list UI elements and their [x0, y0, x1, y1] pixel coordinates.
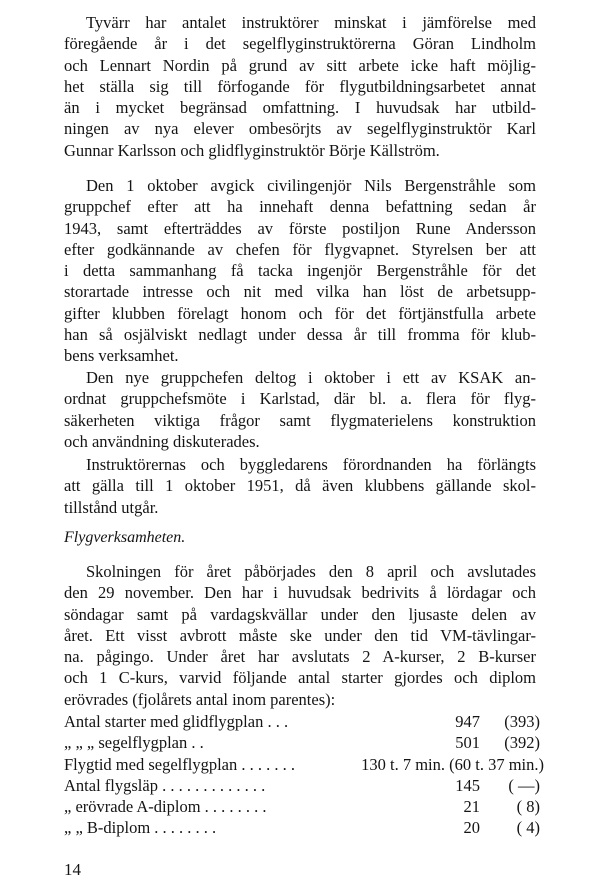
stats-value-flight-time [361, 755, 544, 775]
text-line: han så osjälviskt nedlagt under dessa år till fromma för klub- [64, 325, 536, 345]
text-line: att gälla till 1 oktober 1951, då även klubbens gällande skol- [64, 476, 536, 496]
text-line: Den 1 oktober avgick civilingenjör Nils Bergenstråhle som [86, 176, 536, 195]
text-line: bens verksamhet. [64, 346, 179, 366]
text-line: het ställa sig till förfogande för flygutbildningsarbetet annat [64, 76, 536, 96]
stats-label: „ „ B-diplom . . . . . . . . [64, 818, 217, 838]
stats-value: 145 [455, 775, 480, 795]
text-line: ningen av nya elever ombesörjts av segelflyginstruktör Karl [64, 119, 536, 139]
stats-label: Flygtid med segelflygplan . . . . . . . [64, 754, 295, 774]
stats-value: 501 [455, 733, 480, 753]
stats-previous: (60 t. 37 min.) [449, 754, 544, 774]
stats-previous: ( 8) [516, 797, 540, 817]
text-line: na. pågingo. Under året har avslutats 2 A-kurser, 2 B-kurser [64, 647, 536, 667]
text-line: storartade intresse och nit med vilka han löst de arbetsupp- [64, 282, 536, 302]
text-line: och 1 C-kurs, varvid följande antal starter gjordes och diplom [64, 668, 536, 688]
stats-row [64, 733, 544, 754]
text-line: föregående år i det segelflyginstruktörerna Göran Lindholm [64, 34, 536, 54]
text-line: ordnat gruppchefsmöte i Karlstad, där bl. a. flera för flyg- [64, 389, 536, 409]
stats-label: „ erövrade A-diplom . . . . . . . . [64, 797, 267, 817]
text-line: året. Ett visst avbrott måste ske under den tid VM-tävlingar- [64, 625, 536, 645]
stats-value: 947 [455, 712, 480, 731]
text-line: Den nye gruppchefen deltog i oktober i ett av KSAK an- [86, 368, 536, 387]
stats-row [64, 712, 544, 733]
text-line: den 29 november. Den har i huvudsak bedrivits å lördagar och [64, 583, 536, 603]
text-line: Tyvärr har antalet instruktörer minskat i jämförelse med [86, 13, 536, 32]
text-line: efter godkännande av chefen för flygvapnet. Styrelsen ber att [64, 239, 536, 259]
stats-value: 20 [463, 818, 480, 838]
text-line: och användning diskuterades. [64, 431, 260, 451]
stats-previous: (392) [504, 733, 540, 753]
stats-row [64, 776, 544, 797]
stats-previous: ( 4) [516, 818, 540, 838]
stats-value: 130 t. 7 min. [361, 754, 445, 774]
paragraph-meeting [64, 367, 536, 452]
text-line: erövrades (fjolårets antal inom parentes): [64, 689, 336, 709]
text-line: i detta sammanhang få tacka ingenjör Bergenstråhle för det [64, 261, 536, 281]
text-line: tillstånd utgår. [64, 497, 159, 517]
paragraph-instructors [64, 12, 536, 161]
text-line: Instruktörernas och byggledarens förordnanden ha förlängts [86, 455, 536, 474]
text-line: än i mycket begränsad omfattning. I huvudsak har utbild- [64, 98, 536, 118]
text-line: gruppchef efter att ha innehaft denna befattning sedan år [64, 197, 536, 217]
text-line: och Lennart Nordin på grund av sitt arbete icke haft möjlig- [64, 55, 536, 75]
text-line: söndagar samt på vardagskvällar under den ljusaste delen av [64, 604, 536, 624]
stats-row [64, 797, 544, 818]
paragraph-appointments [64, 454, 536, 518]
stats-value: 21 [463, 797, 480, 817]
page-number: 14 [64, 860, 81, 879]
section-heading: Flygverksamheten. [64, 529, 186, 546]
stats-previous: (393) [504, 712, 540, 731]
stats-label: „ „ „ segelflygplan . . [64, 733, 204, 753]
stats-row [64, 755, 544, 776]
text-line: Gunnar Karlsson och glidflyginstruktör Börje Källström. [64, 140, 440, 160]
text-line: säkerheten viktiga frågor samt flygmaterielens konstruktion [64, 410, 536, 430]
stats-row [64, 818, 544, 839]
stats-label: Antal flygsläp . . . . . . . . . . . . . [64, 775, 266, 795]
text-line: Skolningen för året påbörjades den 8 april och avslutades [86, 562, 536, 581]
text-line: gifter klubben förelagt honom och för det förtjänstfulla arbete [64, 303, 536, 323]
statistics-table [64, 712, 544, 840]
text-line: 1943, samt efterträddes av förste postiljon Rune Andersson [64, 218, 536, 238]
stats-previous: ( —) [508, 775, 540, 795]
paragraph-training [64, 561, 536, 710]
paragraph-group-chief [64, 175, 536, 367]
stats-label: Antal starter med glidflygplan . . . [64, 712, 289, 731]
